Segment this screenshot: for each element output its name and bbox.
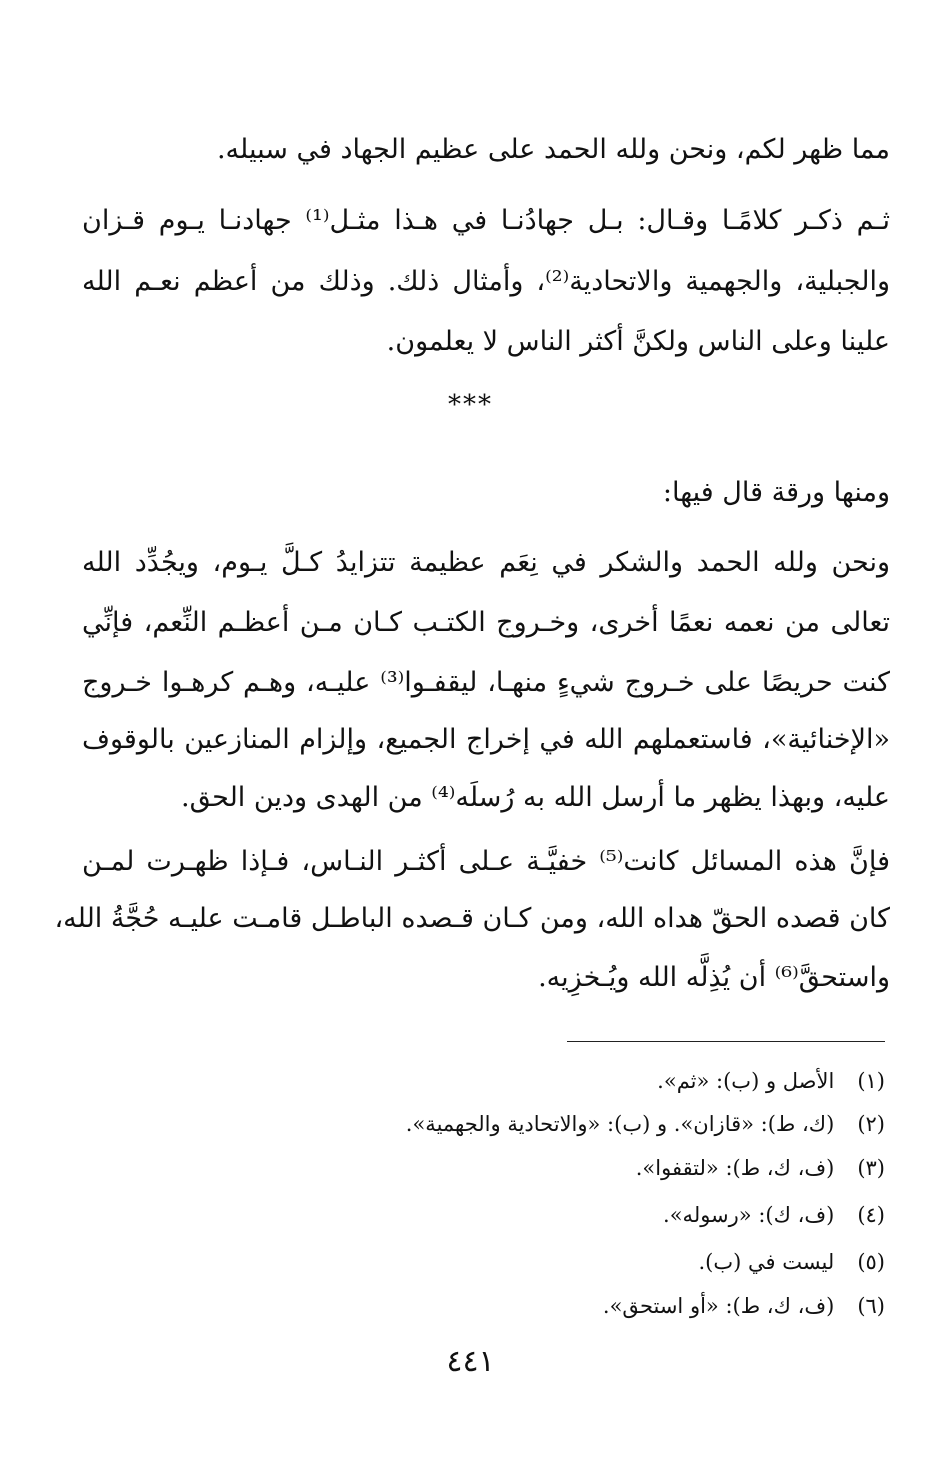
paragraph-line: تعالى من نعمه نعمًا أخرى، وخـروج الكتـب كـان مـن أعظـم النِّعم، فإنِّي (82, 607, 890, 638)
footnote-number: (٤) (857, 1203, 885, 1227)
paragraph-line: كنت حريصًا على خـروج شيءٍ منهـا، ليقفـوا⁽³⁾ عليـه، وهـم كرهـوا خـروج (82, 667, 891, 698)
footnote-rule (567, 1041, 885, 1042)
footnote (636, 1153, 885, 1183)
footnote (603, 1291, 885, 1321)
paragraph-line: مما ظهر لكم، ونحن ولله الحمد على عظيم الجهاد في سبيله. (216, 134, 890, 165)
paragraph-line: عليه، وبهذا يظهر ما أرسل الله به رُسلَه⁽⁴⁾ من الهدى ودين الحق. (181, 782, 890, 813)
footnote-number: (٢) (857, 1112, 885, 1136)
footnote (663, 1200, 885, 1230)
paragraph-line: «الإخنائية»، فاستعملهم الله في إخراج الجميع، وإلزام المنازعين بالوقوف (82, 724, 890, 755)
footnote-text: (ف، ك، ط): «لتقفوا». (635, 1156, 835, 1180)
section-intro: ومنها ورقة قال فيها: (662, 477, 890, 508)
footnote-text: ليست في (ب). (698, 1250, 835, 1274)
paragraph-line: فإنَّ هذه المسائل كانت⁽⁵⁾ خفيَّـة عـلى أكثـر النـاس، فـإذا ظهـرت لمـن (82, 846, 890, 877)
page-number: ٤٤١ (446, 1344, 495, 1379)
footnote (657, 1066, 885, 1096)
footnote (698, 1247, 885, 1277)
footnote-number: (٣) (857, 1156, 885, 1180)
paragraph-line: كان قصده الحقّ هداه الله، ومن كـان قـصده الباطـل قامـت عليـه حُجَّةُ الله، (54, 903, 890, 934)
paragraph-line: علينا وعلى الناس ولكنَّ أكثر الناس لا يعلمون. (386, 326, 890, 357)
footnote-text: (ف، ك): «رسوله». (663, 1203, 835, 1227)
paragraph-line: ثـم ذكـر كلامًـا وقـال: بـل جهادُنـا في هـذا مثـل⁽¹⁾ جهادنـا يـوم قـزان (82, 205, 890, 236)
footnote-number: (١) (857, 1069, 885, 1093)
footnote-number: (٥) (857, 1250, 885, 1274)
paragraph-line: والجبلية، والجهمية والاتحادية⁽²⁾، وأمثال ذلك. وذلك من أعظم نعـم الله (82, 266, 890, 297)
section-separator: *** (448, 390, 493, 420)
footnote-text: (ف، ك، ط): «أو استحق». (602, 1294, 835, 1318)
footnote-number: (٦) (857, 1294, 885, 1318)
footnote-text: (ك، ط): «قازان». و (ب): «والاتحادية والجهمية». (405, 1112, 835, 1136)
footnote (406, 1109, 885, 1139)
footnote-text: الأصل و (ب): «ثم». (657, 1069, 835, 1093)
paragraph-line: واستحقَّ⁽⁶⁾ أن يُذِلَّه الله ويُـخزِيه. (538, 962, 890, 993)
paragraph-line: ونحن ولله الحمد والشكر في نِعَم عظيمة تتزايدُ كـلَّ يـوم، ويجُدِّد الله (82, 547, 890, 578)
